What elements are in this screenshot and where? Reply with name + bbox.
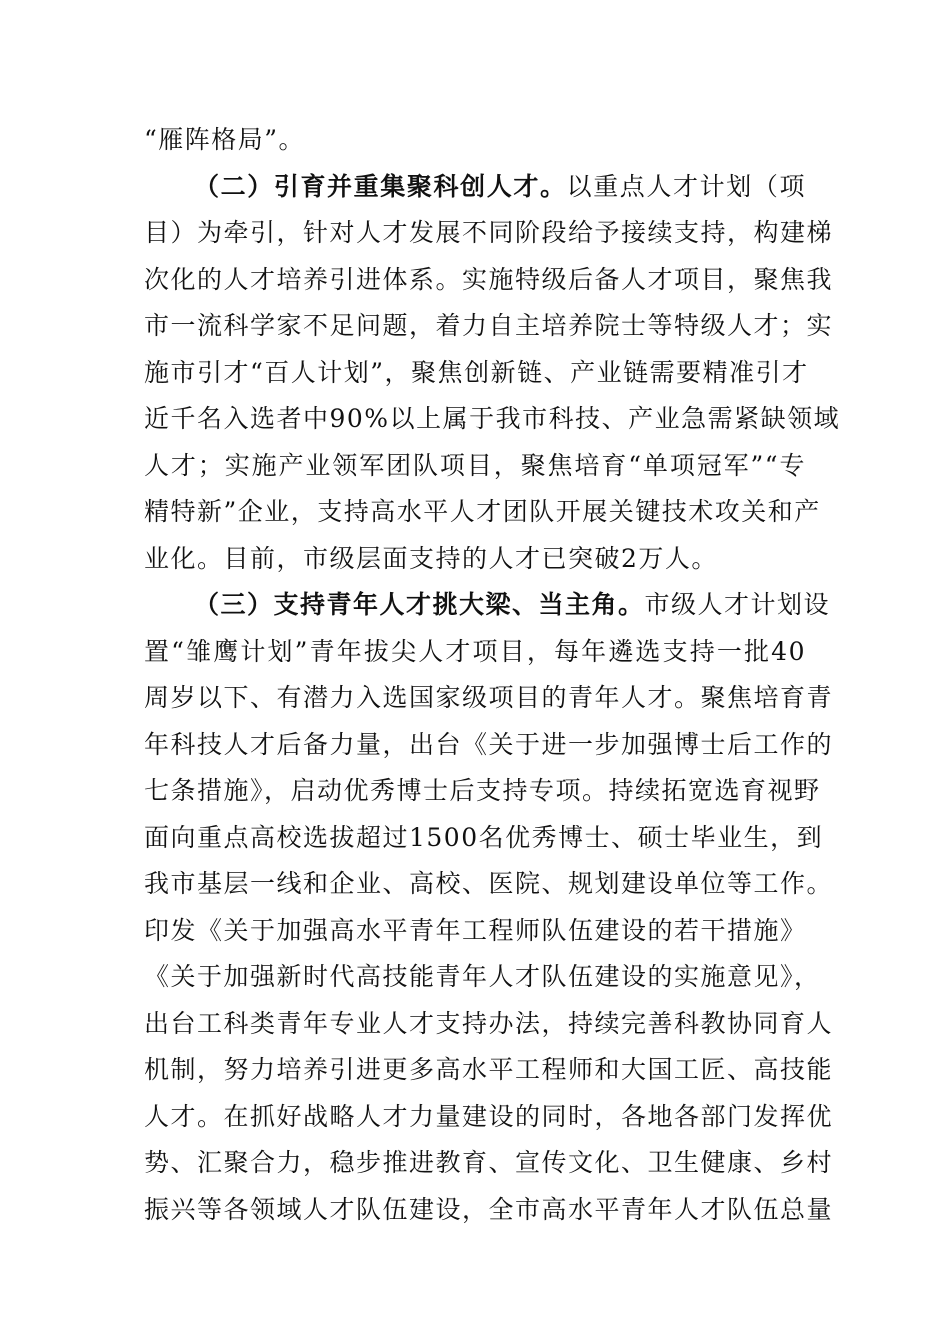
text-line xyxy=(144,443,806,490)
line-text: 振兴等各领域人才队伍建设，全市高水平青年人才队伍总量 xyxy=(144,1194,834,1224)
text-line xyxy=(144,257,834,304)
line-text: 机制，努力培养引进更多高水平工程师和大国工匠、高技能 xyxy=(144,1055,834,1084)
line-text: 七条措施》，启动优秀博士后支持专项。持续拓宽选育视野 xyxy=(144,776,821,805)
text-line xyxy=(144,954,821,1001)
line-text: 面向重点高校选拔超过1500名优秀博士、硕士毕业生，到 xyxy=(144,822,824,852)
text-line xyxy=(144,861,834,908)
text-line xyxy=(144,536,806,583)
line-text: 市一流科学家不足问题，着力自主培养院士等特级人才；实 xyxy=(144,311,834,340)
text-line xyxy=(144,1047,834,1094)
section-heading: （二）引育并重集聚科创人才。 xyxy=(194,171,567,201)
line-text: 势、汇聚合力，稳步推进教育、宣传文化、卫生健康、乡村 xyxy=(144,1148,834,1177)
line-text: 印发《关于加强高水平青年工程师队伍建设的若干措施》 xyxy=(144,915,807,945)
text-line xyxy=(144,1187,834,1234)
line-text: 《关于加强新时代高技能青年人才队伍建设的实施意见》， xyxy=(144,962,821,991)
text-line xyxy=(144,396,841,443)
section-heading: （三）支持青年人才挑大梁、当主角。 xyxy=(194,590,645,619)
text-line xyxy=(144,1094,834,1141)
line-text: 以重点人才计划（项 xyxy=(566,171,806,201)
text-line xyxy=(144,908,806,955)
line-text: 精特新”企业，支持高水平人才团队开展关键技术攻关和产 xyxy=(144,497,821,526)
text-line xyxy=(144,210,834,257)
line-text: 施市引才“百人计划”，聚焦创新链、产业链需要精准引才 xyxy=(144,357,809,387)
line-text: 置“雏鹰计划”青年拔尖人才项目，每年遴选支持一批40 xyxy=(144,636,806,666)
text-line xyxy=(144,489,821,536)
text-line xyxy=(144,117,806,164)
text-line xyxy=(144,629,806,676)
line-text: 人才；实施产业领军团队项目，聚焦培育“单项冠军”“专 xyxy=(144,450,806,480)
paragraph-heading-line xyxy=(144,164,806,211)
text-line xyxy=(144,768,821,815)
line-text: 次化的人才培养引进体系。实施特级后备人才项目，聚焦我 xyxy=(144,264,834,294)
text-line xyxy=(144,675,834,722)
line-text: 市级人才计划设 xyxy=(644,590,831,619)
line-text: 人才。在抓好战略人才力量建设的同时，各地各部门发挥优 xyxy=(144,1101,834,1131)
line-text: 近千名入选者中90%以上属于我市科技、产业急需紧缺领域 xyxy=(144,404,841,433)
line-text: 业化。目前，市级层面支持的人才已突破2万人。 xyxy=(144,543,718,573)
line-text: “雁阵格局”。 xyxy=(144,125,306,154)
line-text: 年科技人才后备力量，出台《关于进一步加强博士后工作的 xyxy=(144,729,834,759)
text-line xyxy=(144,303,834,350)
text-line xyxy=(144,1140,834,1187)
line-text: 目）为牵引，针对人才发展不同阶段给予接续支持，构建梯 xyxy=(144,218,834,247)
text-line xyxy=(144,722,834,769)
line-text: 我市基层一线和企业、高校、医院、规划建设单位等工作。 xyxy=(144,869,834,898)
text-line xyxy=(144,815,824,862)
line-text: 出台工科类青年专业人才支持办法，持续完善科教协同育人 xyxy=(144,1008,834,1038)
paragraph-heading-line xyxy=(144,582,831,629)
line-text: 周岁以下、有潜力入选国家级项目的青年人才。聚焦培育青 xyxy=(144,683,834,712)
text-line xyxy=(144,1001,834,1048)
text-line xyxy=(144,350,809,397)
body-text xyxy=(144,117,841,1233)
